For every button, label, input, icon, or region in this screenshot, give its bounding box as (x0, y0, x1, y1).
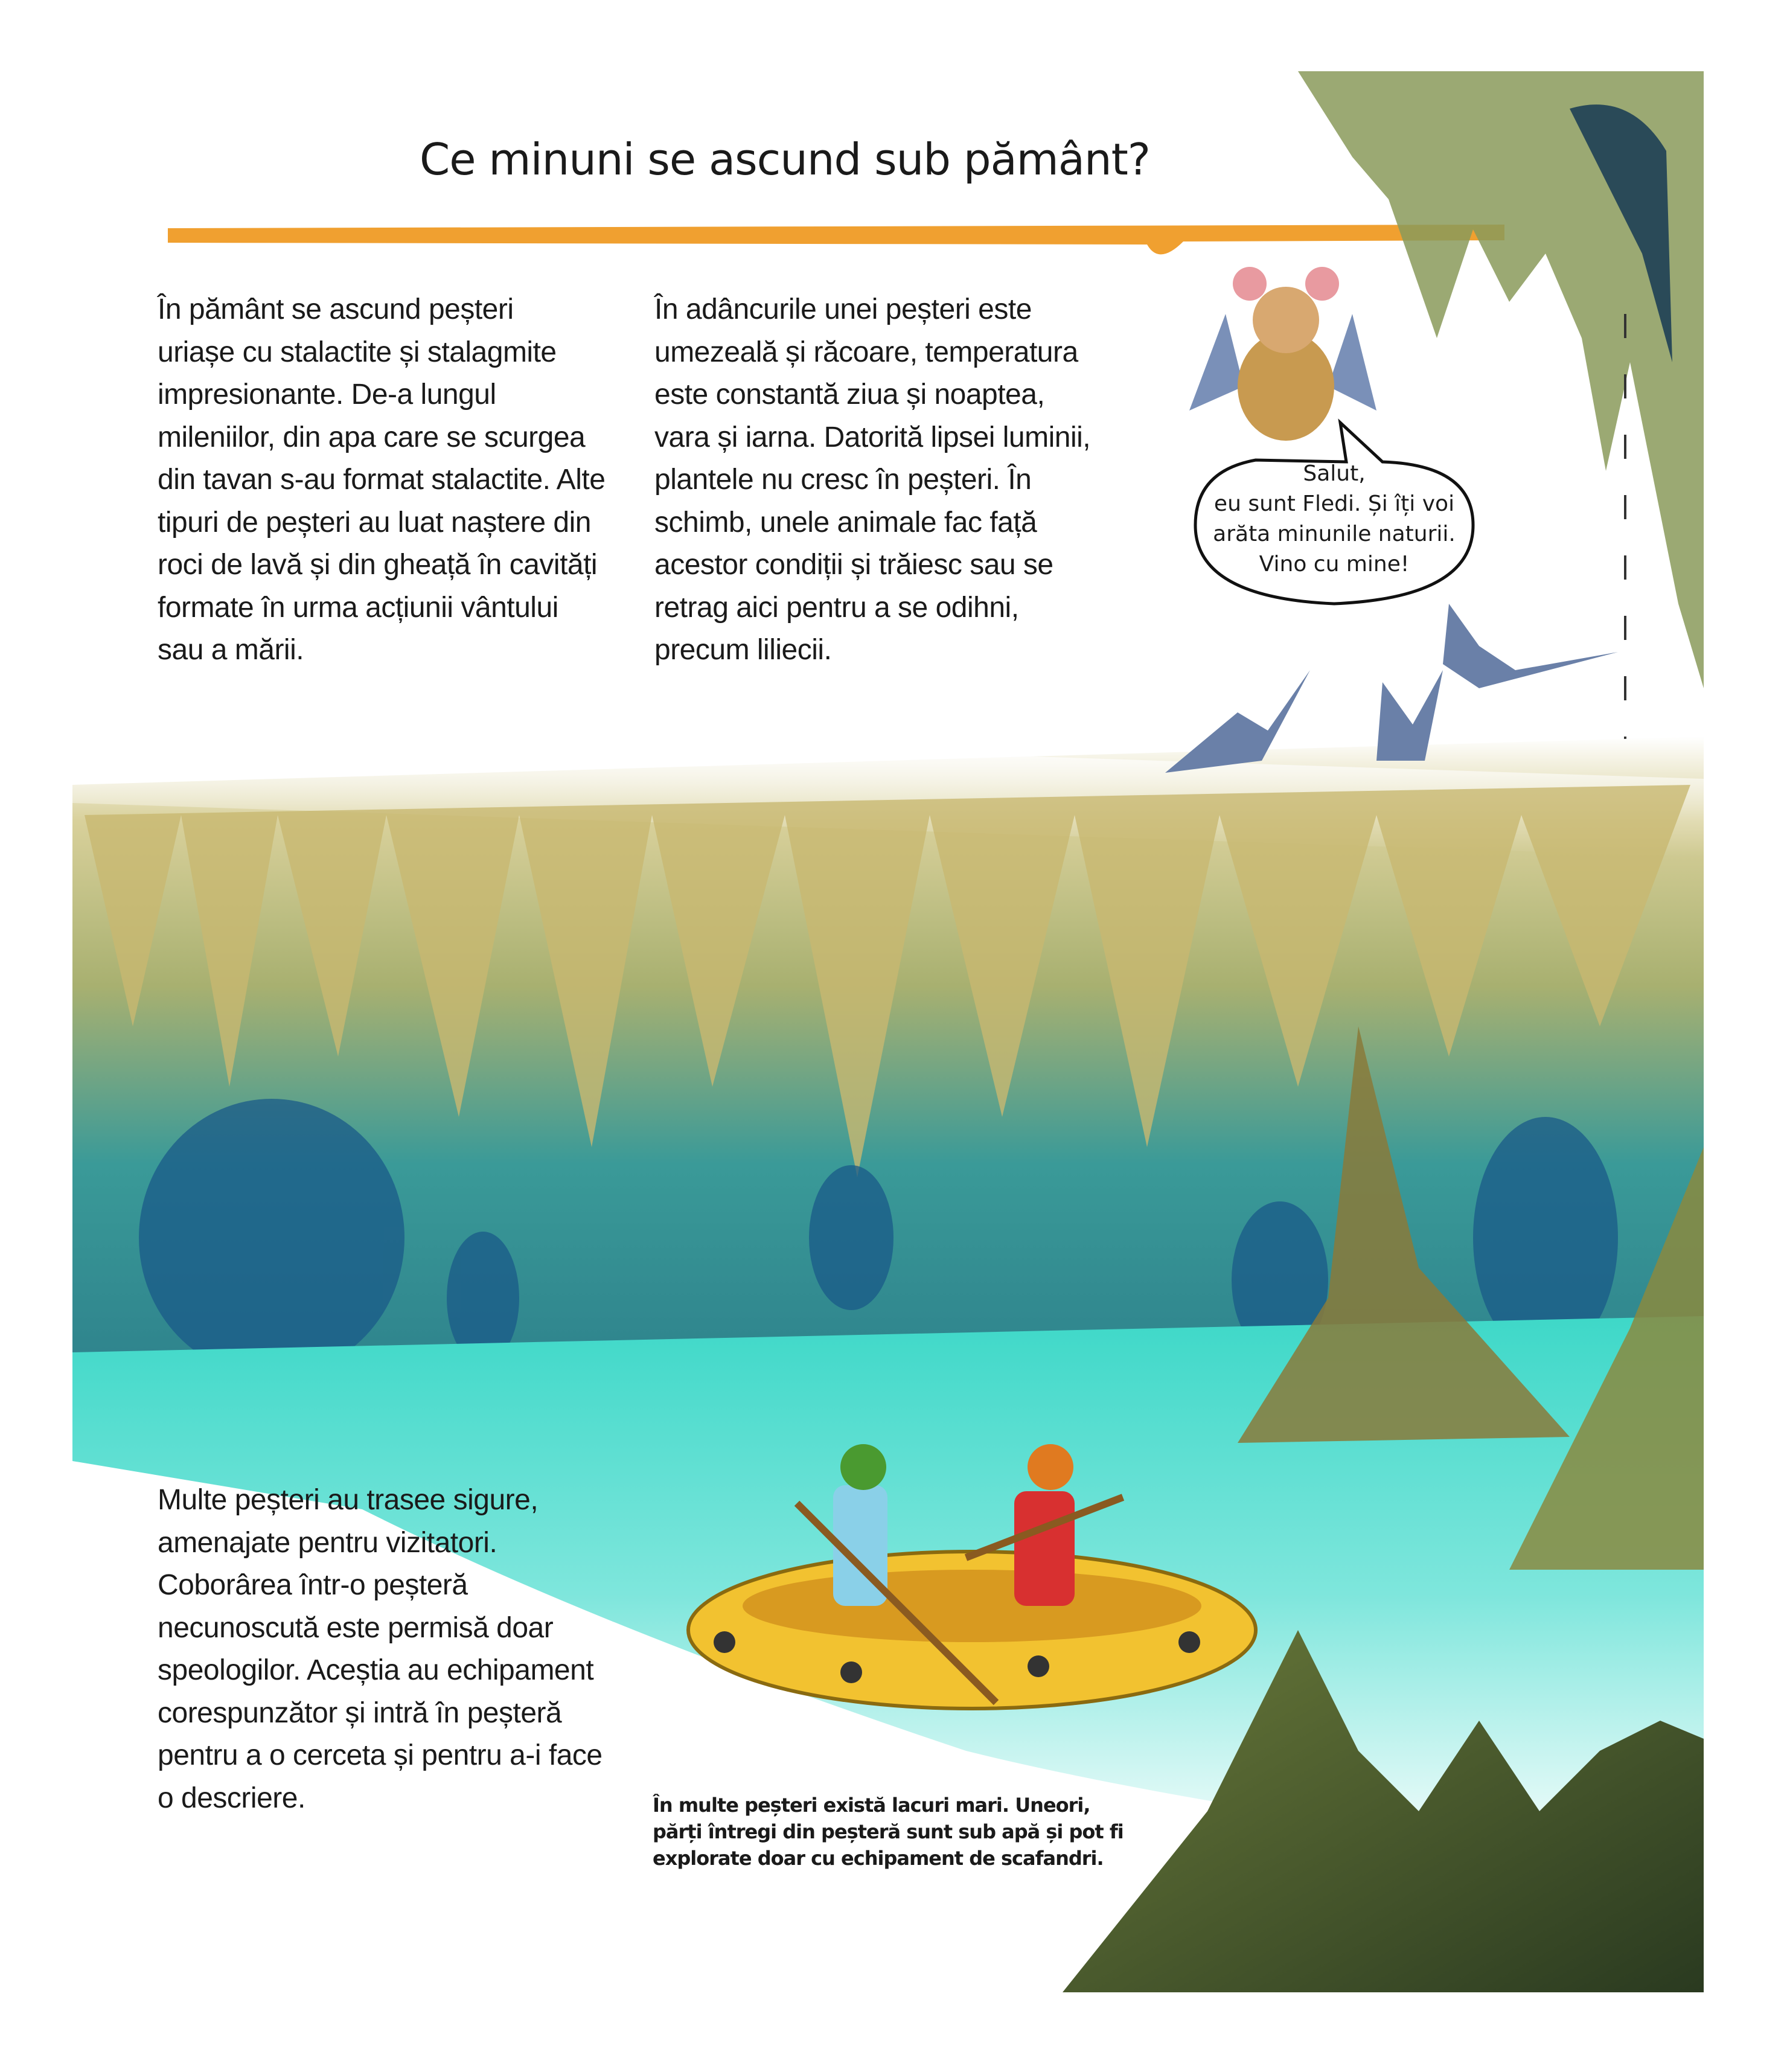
bat-fledi (1189, 267, 1376, 441)
intro-right-paragraph: În adâncurile unei peșteri este umezeală și răcoare, temperatura este constantă ziua și noaptea, vara și iarna. Datorită lipsei luminii, plantele nu cresc în peșteri. În schimb, unele animale fac față acestor condiții și trăiesc sau se retrag aici pentru a se odihni, precum liliecii. (654, 293, 1091, 666)
intro-left-paragraph: În pământ se ascund peșteri uriașe cu stalactite și stalagmite impresionante. De-a lungul mileniilor, din apa care se scurgea din tavan s-au format stalactite. Alte tipuri de peșteri au luat naștere din roci de lavă și din gheață în cavități formate în urma acțiunii vântului sau a mării. (158, 293, 606, 666)
image-caption: În multe peșteri există lacuri mari. Uneori, părți întregi din peșteră sunt sub apă și pot fi explorate doar cu echipament de scafandri. (653, 1794, 1124, 1870)
speech-bubble-text: Salut, eu sunt Fledi. Și îți voi arăta minunile naturii. Vino cu mine! (1213, 461, 1456, 577)
page-title: Ce minuni se ascund sub pământ? (419, 134, 1151, 185)
orange-divider (168, 225, 1504, 254)
bottom-paragraph: Multe peșteri au trasee sigure, amenajate pentru vizitatori. Coborârea într-o peșteră necunoscută este permisă doar speologilor. Aceștia au echipament corespunzător și intră în peșteră pentru a o cerceta și pentru a-i face o descriere. (158, 1484, 603, 1814)
